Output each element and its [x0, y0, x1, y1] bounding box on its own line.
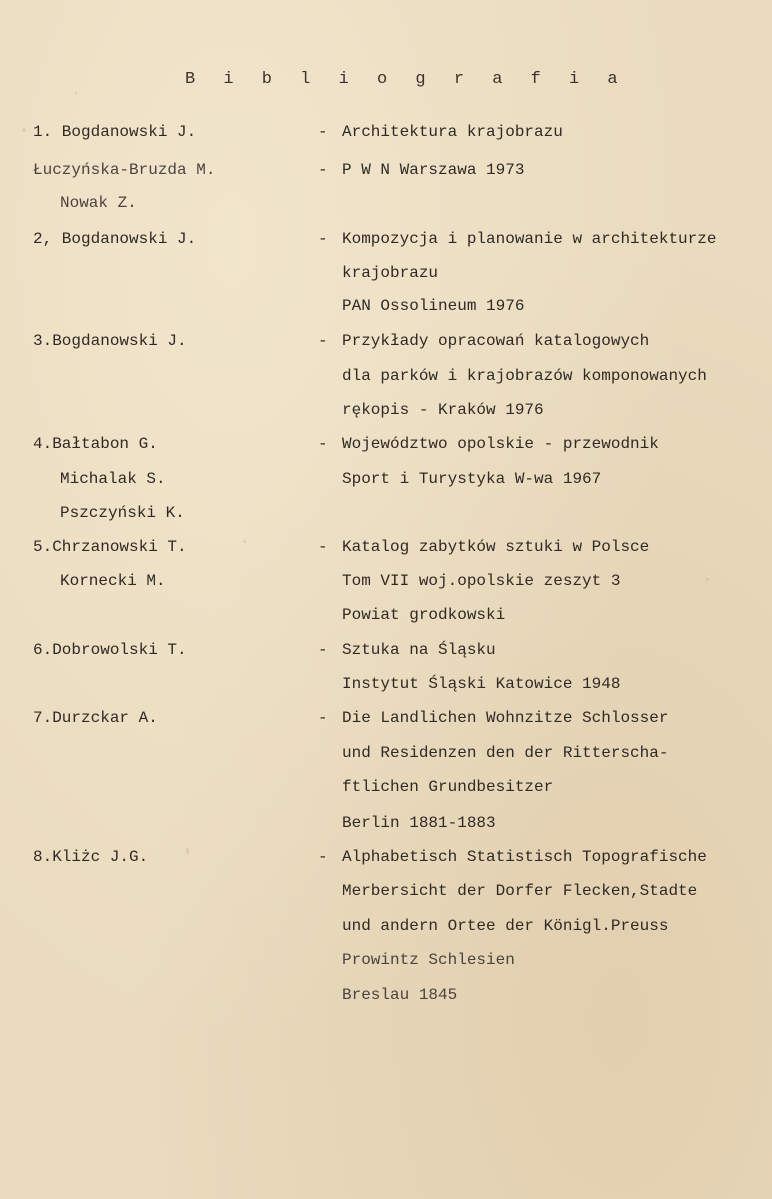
entry-7-line-2: und Residenzen den der Ritterscha-	[342, 744, 669, 762]
entry-3-dash: -	[318, 332, 328, 350]
entry-1-dash: -	[318, 123, 328, 141]
entry-8-line-2: Merbersicht der Dorfer Flecken,Stadte	[342, 882, 698, 900]
paper-speck	[186, 848, 189, 854]
entry-7-author-1: 7.Durzckar A.	[33, 709, 158, 727]
page-title: B i b l i o g r a f i a	[185, 70, 627, 89]
entry-8-line-4: Prowintz Schlesien	[342, 951, 515, 969]
entry-1-author-3: Nowak Z.	[60, 194, 137, 212]
entry-3-author-1: 3.Bogdanowski J.	[33, 332, 187, 350]
entry-8-line-3: und andern Ortee der Königl.Preuss	[342, 917, 669, 935]
entry-5-line-3: Powiat grodkowski	[342, 606, 506, 624]
entry-4-dash: -	[318, 435, 328, 453]
entry-1-dash-2: -	[318, 161, 328, 179]
paper-speck	[706, 578, 709, 581]
entry-2-line-1: Kompozycja i planowanie w architekturze	[342, 230, 717, 248]
entry-2-line-2: krajobrazu	[342, 264, 439, 282]
entry-7-dash: -	[318, 709, 328, 727]
entry-5-author-2: Kornecki M.	[60, 572, 166, 590]
entry-5-dash: -	[318, 538, 328, 556]
paper-speck	[22, 128, 26, 132]
entry-5-line-2: Tom VII woj.opolskie zeszyt 3	[342, 572, 621, 590]
entry-8-line-5: Breslau 1845	[342, 986, 458, 1004]
entry-4-author-3: Pszczyński K.	[60, 504, 185, 522]
entry-7-line-4: Berlin 1881-1883	[342, 814, 496, 832]
entry-4-author-2: Michalak S.	[60, 470, 166, 488]
entry-7-line-1: Die Landlichen Wohnzitze Schlosser	[342, 709, 669, 727]
entry-3-line-2: dla parków i krajobrazów komponowanych	[342, 367, 707, 385]
paper-speck	[75, 92, 77, 95]
entry-8-dash: -	[318, 848, 328, 866]
entry-5-line-1: Katalog zabytków sztuki w Polsce	[342, 538, 650, 556]
entry-3-line-3: rękopis - Kraków 1976	[342, 401, 544, 419]
entry-6-line-2: Instytut Śląski Katowice 1948	[342, 675, 621, 693]
entry-1-line-2: P W N Warszawa 1973	[342, 161, 525, 179]
entry-6-line-1: Sztuka na Śląsku	[342, 641, 496, 659]
paper-speck	[243, 540, 246, 543]
entry-8-line-1: Alphabetisch Statistisch Topografische	[342, 848, 707, 866]
entry-6-dash: -	[318, 641, 328, 659]
entry-2-author-1: 2, Bogdanowski J.	[33, 230, 197, 248]
entry-2-line-3: PAN Ossolineum 1976	[342, 297, 525, 315]
entry-2-dash: -	[318, 230, 328, 248]
entry-4-line-2: Sport i Turystyka W-wa 1967	[342, 470, 602, 488]
entry-6-author-1: 6.Dobrowolski T.	[33, 641, 187, 659]
entry-1-author-2: Łuczyńska-Bruzda M.	[33, 161, 216, 179]
entry-1-author-1: 1. Bogdanowski J.	[33, 123, 197, 141]
entry-3-line-1: Przykłady opracowań katalogowych	[342, 332, 650, 350]
entry-4-author-1: 4.Bałtabon G.	[33, 435, 158, 453]
entry-7-line-3: ftlichen Grundbesitzer	[342, 778, 554, 796]
entry-4-line-1: Województwo opolskie - przewodnik	[342, 435, 659, 453]
entry-1-line-1: Architektura krajobrazu	[342, 123, 563, 141]
entry-8-author-1: 8.Kliżc J.G.	[33, 848, 149, 866]
entry-5-author-1: 5.Chrzanowski T.	[33, 538, 187, 556]
